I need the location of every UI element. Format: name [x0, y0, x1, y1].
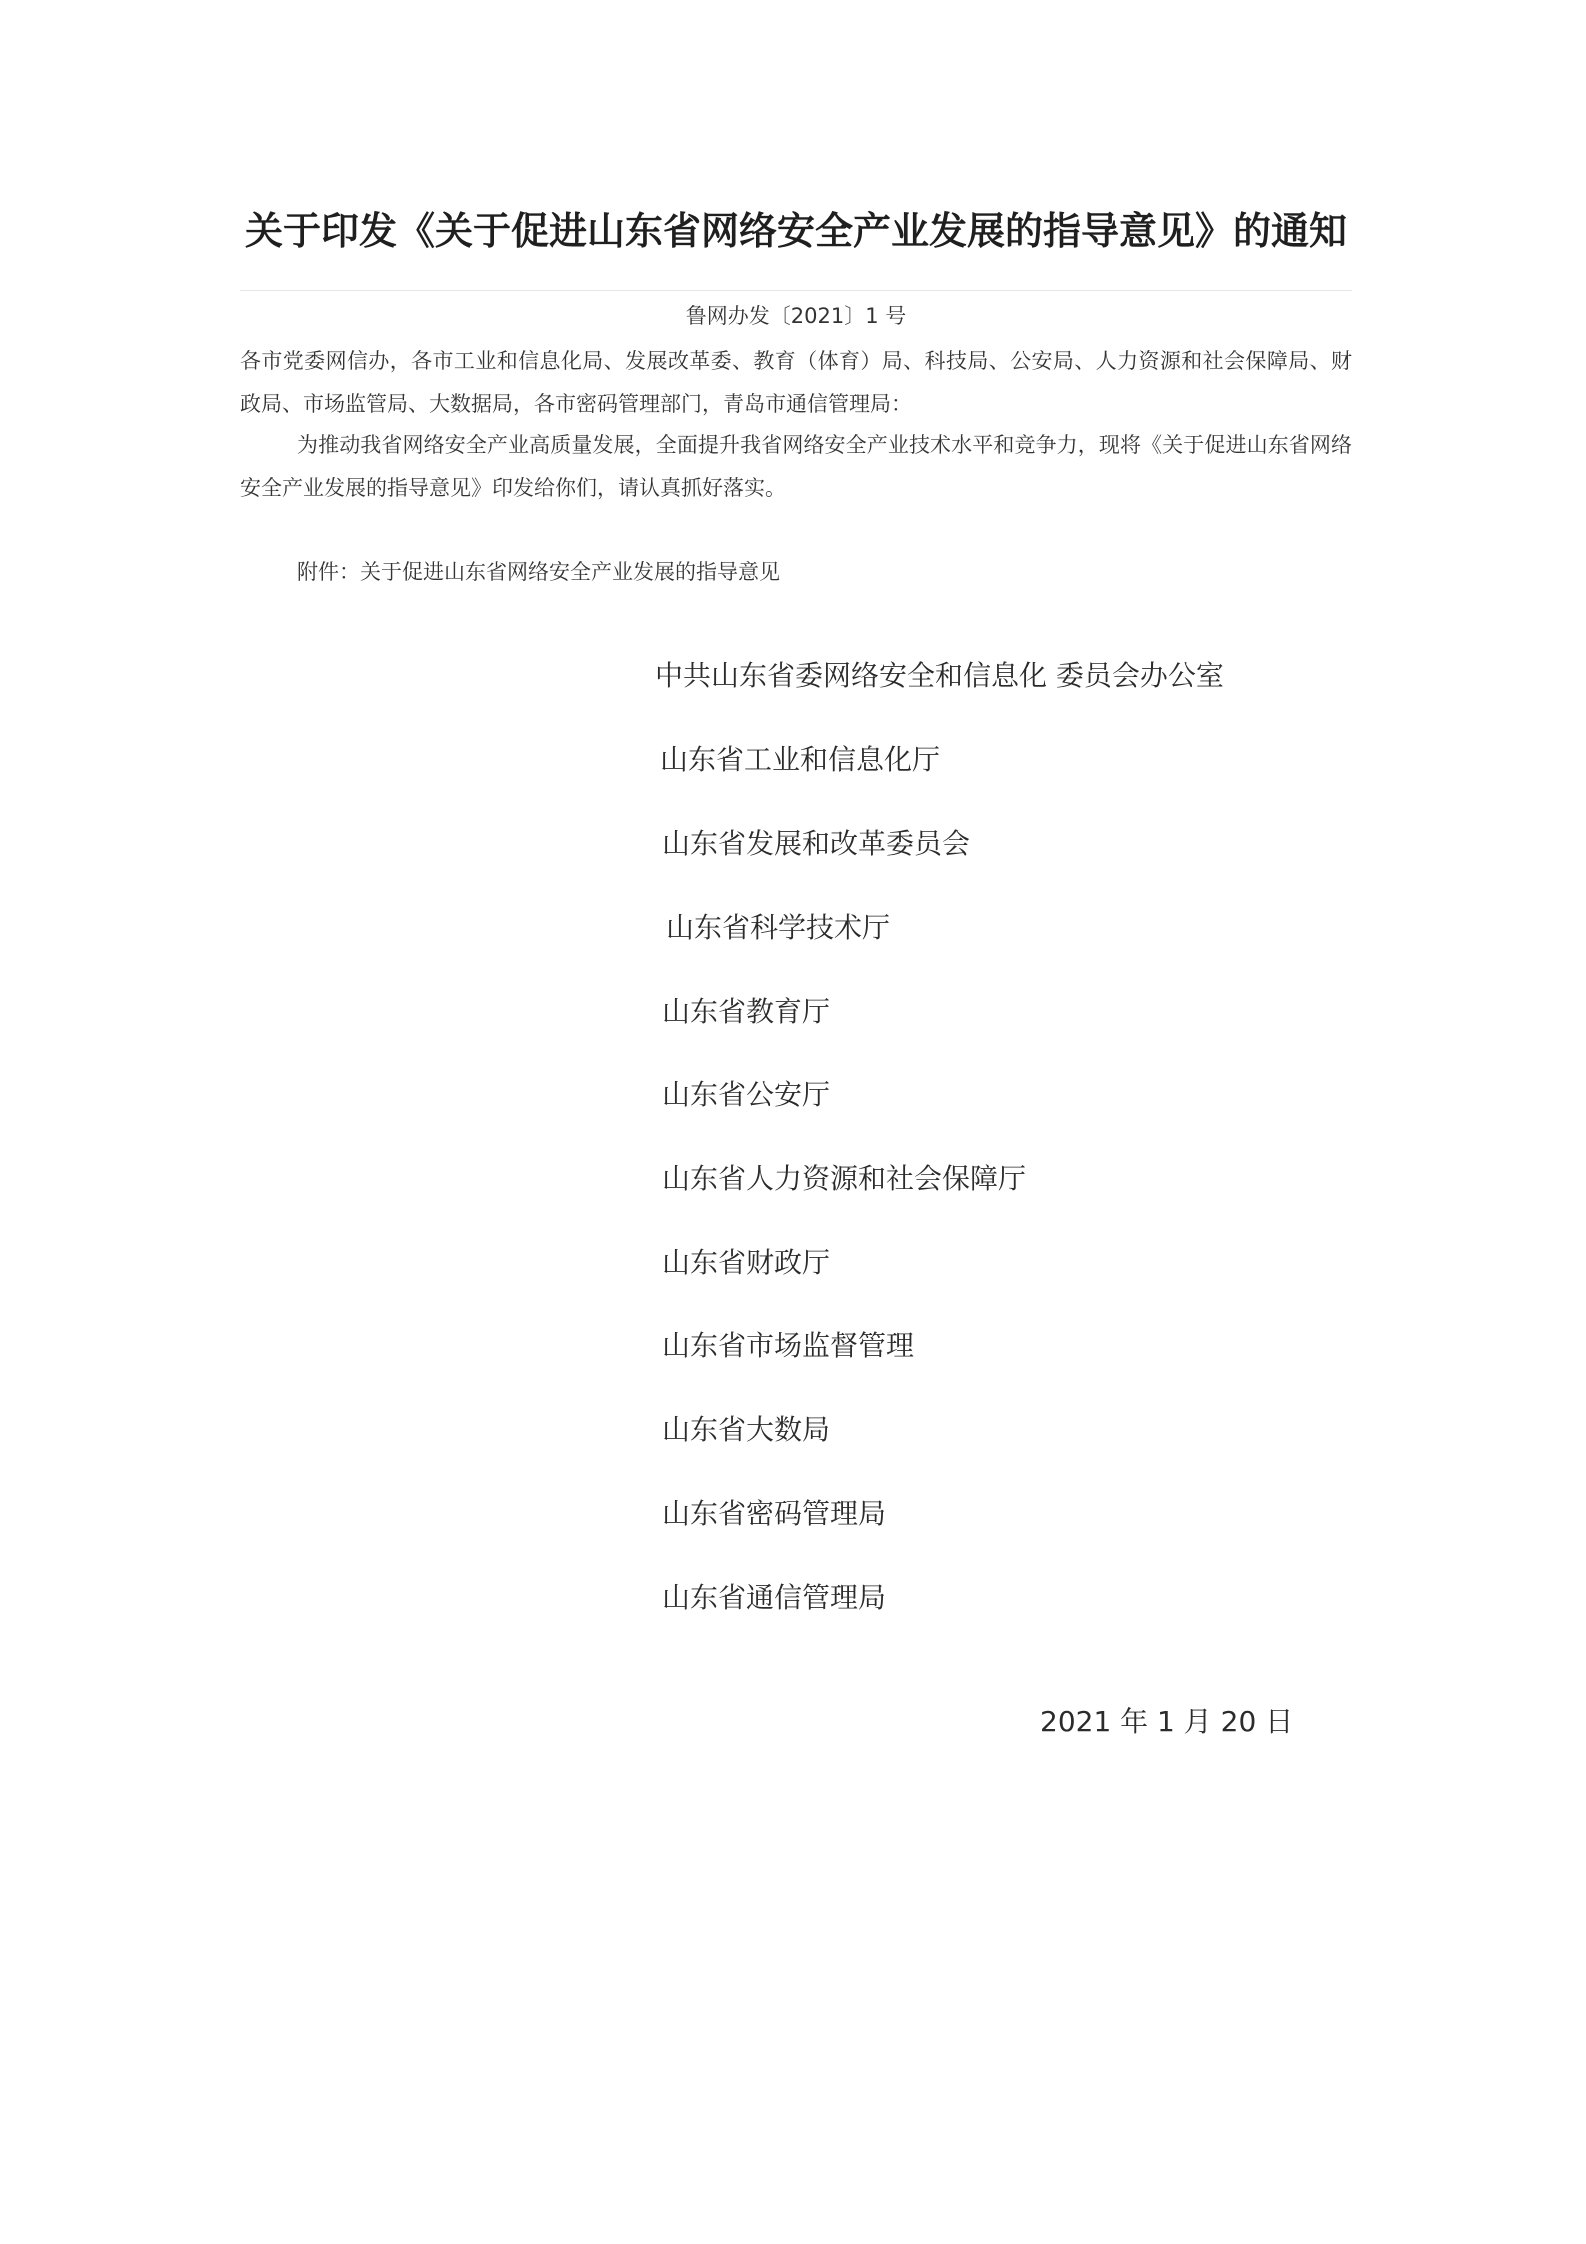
issuer-item: 山东省通信管理局 — [662, 1581, 887, 1614]
issuer-item: 中共山东省委网络安全和信息化 委员会办公室 — [655, 659, 1224, 692]
issuer-item: 山东省教育厅 — [662, 995, 831, 1028]
attachment-note: 附件：关于促进山东省网络安全产业发展的指导意见 — [297, 560, 780, 584]
document-date: 2021 年 1 月 20 日 — [1040, 1705, 1294, 1738]
issuer-item: 山东省人力资源和社会保障厅 — [662, 1162, 1027, 1195]
issuer-item: 山东省财政厅 — [662, 1246, 831, 1279]
issuer-item: 山东省发展和改革委员会 — [662, 827, 971, 860]
issuer-item: 山东省公安厅 — [662, 1078, 831, 1111]
title-divider — [240, 290, 1352, 291]
document-number: 鲁网办发〔2021〕1 号 — [685, 304, 907, 328]
body-paragraph: 为推动我省网络安全产业高质量发展，全面提升我省网络安全产业技术水平和竞争力，现将《关于促进山东省网络安全产业发展的指导意见》印发给你们，请认真抓好落实。 — [240, 433, 1352, 500]
issuer-item: 山东省工业和信息化厅 — [660, 743, 941, 776]
recipients-paragraph: 各市党委网信办，各市工业和信息化局、发展改革委、教育（体育）局、科技局、公安局、人力资源和社会保障局、财政局、市场监管局、大数据局，各市密码管理部门，青岛市通信管理局： — [240, 349, 1352, 416]
document-title: 关于印发《关于促进山东省网络安全产业发展的指导意见》的通知 — [244, 209, 1347, 253]
issuer-item: 山东省科学技术厅 — [666, 911, 891, 944]
issuer-item: 山东省密码管理局 — [662, 1497, 887, 1530]
issuer-item: 山东省大数局 — [662, 1413, 831, 1446]
issuer-item: 山东省市场监督管理 — [662, 1329, 915, 1362]
